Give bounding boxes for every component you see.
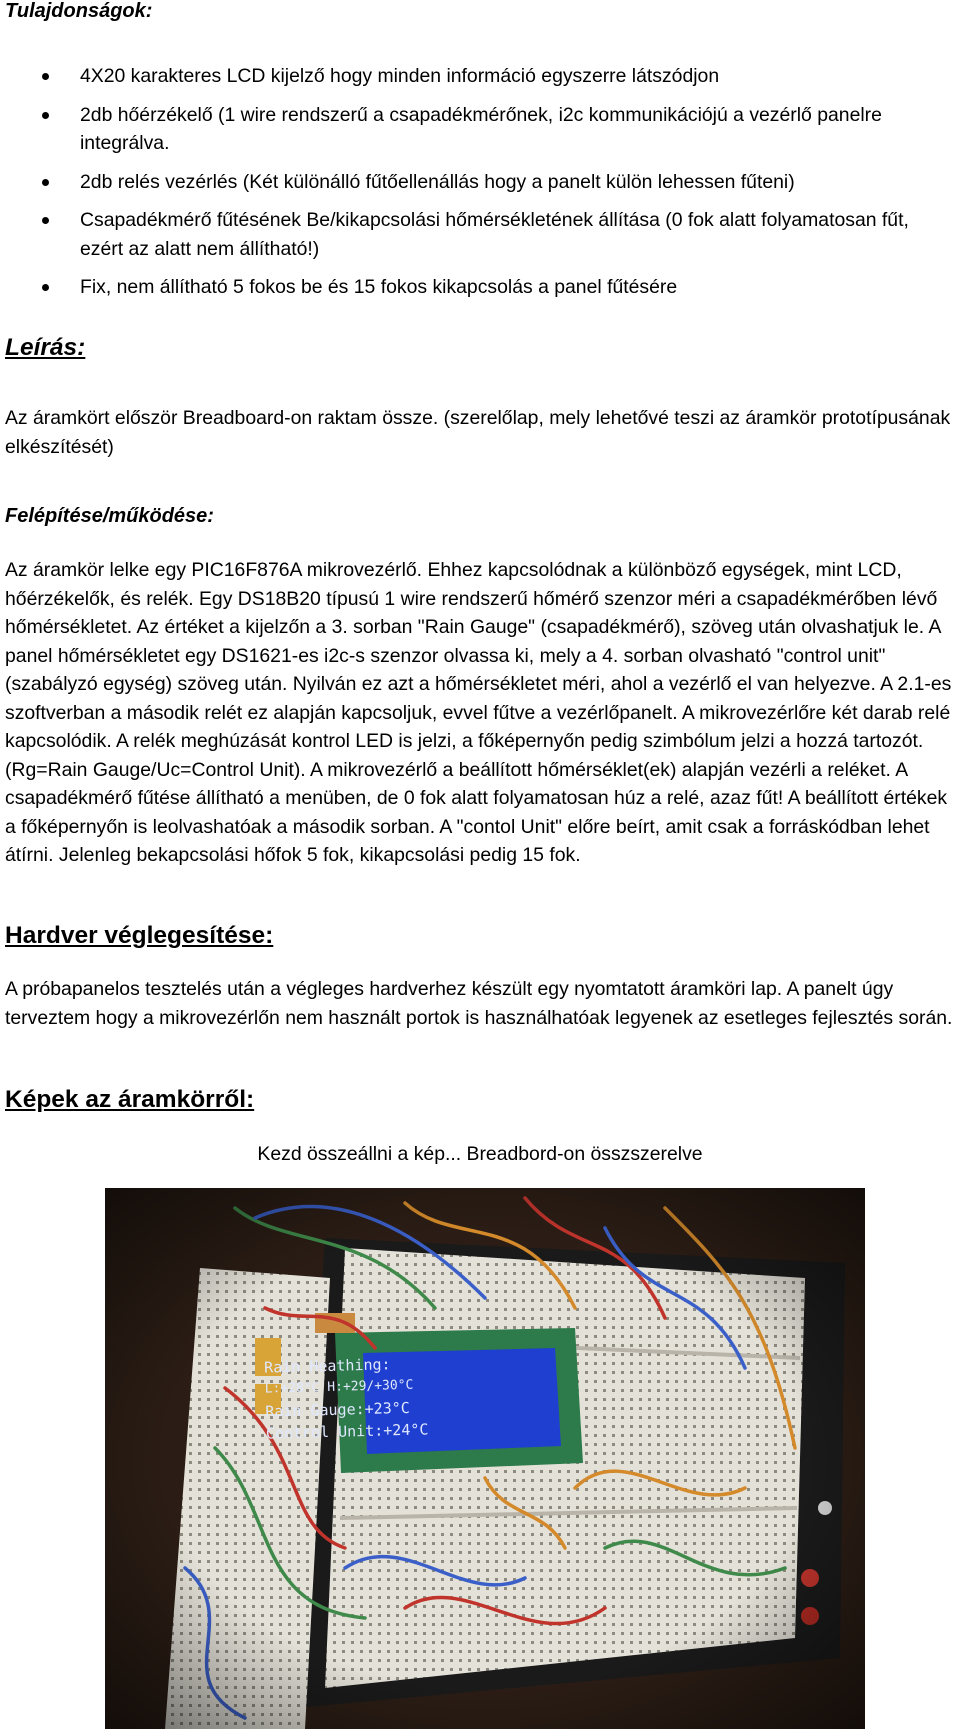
lcd-line: L:+28°C H:+29/+30°C (264, 1377, 414, 1397)
list-item (0, 206, 960, 263)
description-heading: Leírás: (5, 334, 86, 361)
lcd-text (264, 1351, 466, 1444)
list-item-text: Csapadékmérő fűtésének Be/kikapcsolási hőmérsékletének állítása (0 fok alatt folyamatosan fűt, ezért az alatt nem állítható!) (80, 209, 909, 260)
list-item (0, 101, 960, 158)
breadboard-illustration (105, 1188, 865, 1729)
properties-list (0, 62, 960, 312)
list-item (0, 273, 960, 302)
description-text: Az áramkört először Breadboard-on raktam össze. (szerelőlap, mely lehetővé teszi az áramkör prototípusának elkészítését) (5, 407, 951, 458)
lcd-line: Rain Heathing: (263, 1355, 391, 1377)
bullet-icon (42, 112, 49, 119)
lcd-line: Control Unit:+24°C (265, 1420, 429, 1443)
lcd-line: Rain Gauge:+23°C (265, 1398, 411, 1421)
structure-text: Az áramkör lelke egy PIC16F876A mikrovezérlő. Ehhez kapcsolódnak a különböző egységek, mint LCD, hőérzékelők, és relék. Egy DS18B20 típusú 1 wire rendszerű hőmérő szenzor méri a csapadékmérőben lévő hőmérsékletet. Az értéket a kijelzőn a 3. sorban "Rain Gauge" (csapadékmérő), szöveg után olvashatjuk le. A panel hőmérsékletet egy DS1621-es i2c-s szenzor olvassa ki, mely a 4. sorban olvasható "control unit" (szabályzó egység) szöveg után. Nyilván ez azt a hőmérsékletet méri, ahol a vezérlő el van helyezve. A 2.1-es szoftverban a második relét ez alapján kapcsoljuk, evvel fűtve a vezérlőpanelt. A mikrovezérlőre két darab relé kapcsolódik. A relék meghúzását kontrol LED is jelzi, a főképernyőn pedig szimbólum jelzi a hozzá tartozót. (Rg=Rain Gauge/Uc=Control Unit). A mikrovezérlő a beállított hőmérséklet(ek) alapján vezérli a reléket. A csapadékmérő fűtése állítható a menüben, de 0 fok alatt folyamatosan húz a relé, azaz fűt! A beállított értékek a főképernyőn is leolvashatóak a második sorban. A "contol Unit" előre beírt, amit csak a forráskódban lehet átírni. Jelenleg bekapcsolási hőfok 5 fok, kikapcsolási pedig 15 fok. (5, 559, 952, 866)
pictures-heading: Képek az áramkörről: (5, 1086, 255, 1113)
structure-heading: Felépítése/működése: (5, 505, 214, 527)
bullet-icon (42, 73, 49, 80)
bullet-icon (42, 284, 49, 291)
list-item (0, 168, 960, 197)
hardware-text: A próbapanelos tesztelés után a végleges hardverhez készült egy nyomtatott áramköri lap. A panelt úgy terveztem hogy a mikrovezérlőn nem használt portok is használhatóak legyenek az esetleges fejlesztés során. (5, 978, 953, 1029)
hardware-heading: Hardver véglegesítése: (5, 922, 274, 949)
list-item-text: 2db hőérzékelő (1 wire rendszerű a csapadékmérőnek, i2c kommunikációjú a vezérlő panelre integrálva. (80, 103, 882, 154)
breadboard-photo (105, 1188, 865, 1729)
list-item-text: 4X20 karakteres LCD kijelző hogy minden információ egyszerre látszódjon (80, 65, 720, 87)
bullet-icon (42, 179, 49, 186)
list-item-text: 2db relés vezérlés (Két különálló fűtőellenállás hogy a panelt külön lehessen fűteni) (80, 170, 795, 193)
list-item-text: Fix, nem állítható 5 fokos be és 15 fokos kikapcsolás a panel fűtésére (80, 276, 678, 298)
list-item (0, 62, 960, 91)
properties-heading: Tulajdonságok: (5, 0, 153, 22)
photo-caption: Kezd összeállni a kép... Breadbord-on összszerelve (257, 1143, 703, 1165)
bullet-icon (42, 217, 49, 224)
